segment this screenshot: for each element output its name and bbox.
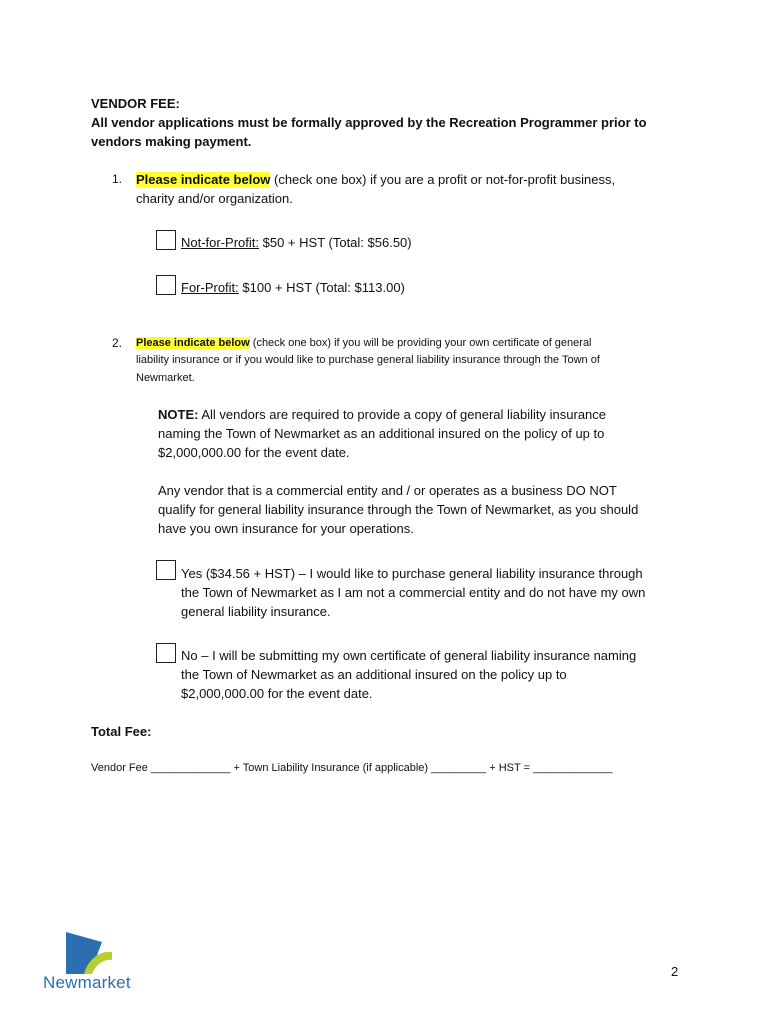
note-line3: $2,000,000.00 for the event date. xyxy=(158,445,350,460)
newmarket-logo xyxy=(40,928,140,992)
for-profit-checkbox[interactable] xyxy=(156,275,176,295)
question-1-text: (check one box) if you are a profit or not-for-profit business, xyxy=(270,172,616,187)
page-number: 2 xyxy=(671,964,679,979)
no-option-line2: the Town of Newmarket as an additional insured on the policy up to xyxy=(181,667,567,682)
no-option-line3: $2,000,000.00 for the event date. xyxy=(181,686,373,701)
not-for-profit-option xyxy=(181,233,412,252)
newmarket-logo-icon xyxy=(62,928,132,976)
for-profit-detail: $100 + HST (Total: $113.00) xyxy=(238,280,405,295)
vendor-fee-heading: VENDOR FEE: xyxy=(91,96,180,111)
total-fee-formula: Vendor Fee _____________ + Town Liability Insurance (if applicable) _________ + HST = _____________ xyxy=(91,762,613,774)
commercial-para-line3: have you own insurance for your operations. xyxy=(158,521,414,536)
question-1-number: 1. xyxy=(112,172,123,186)
commercial-para-line2: qualify for general liability insurance through the Town of Newmarket, as you should xyxy=(158,502,639,517)
note-line1 xyxy=(158,405,718,424)
vendor-fee-intro-line2: vendors making payment. xyxy=(91,134,252,149)
yes-insurance-checkbox[interactable] xyxy=(156,560,176,580)
note-text: All vendors are required to provide a copy of general liability insurance xyxy=(198,407,607,422)
question-2-line3: Newmarket. xyxy=(136,372,195,384)
yes-option-line3: general liability insurance. xyxy=(181,604,331,619)
question-2-number: 2. xyxy=(112,336,123,350)
question-1-line1 xyxy=(136,170,696,189)
yes-option-line2: the Town of Newmarket as I am not a commercial entity and do not have my own xyxy=(181,585,646,600)
not-for-profit-detail: $50 + HST (Total: $56.50) xyxy=(259,235,412,250)
for-profit-option xyxy=(181,278,405,297)
note-line2: naming the Town of Newmarket as an additional insured on the policy of up to xyxy=(158,426,605,441)
question-1-line2: charity and/or organization. xyxy=(136,191,293,206)
not-for-profit-label: Not-for-Profit: xyxy=(181,235,260,250)
question-2-text: (check one box) if you will be providing your own certificate of general xyxy=(249,337,592,349)
note-label: NOTE: xyxy=(158,407,199,422)
total-fee-heading: Total Fee: xyxy=(91,724,152,739)
not-for-profit-checkbox[interactable] xyxy=(156,230,176,250)
vendor-fee-intro-line1: All vendor applications must be formally approved by the Recreation Programmer prior to xyxy=(91,115,647,130)
newmarket-logo-text: Newmarket xyxy=(43,973,131,992)
for-profit-label: For-Profit: xyxy=(181,280,239,295)
question-1-highlight: Please indicate below xyxy=(136,172,271,187)
no-option-line1: No – I will be submitting my own certificate of general liability insurance naming xyxy=(181,648,637,663)
question-2-highlight: Please indicate below xyxy=(136,337,250,349)
question-2-line2: liability insurance or if you would like to purchase general liability insurance through the Town of xyxy=(136,354,600,366)
yes-option-line1: Yes ($34.56 + HST) – I would like to purchase general liability insurance through xyxy=(181,566,643,581)
question-2-line1 xyxy=(136,334,696,352)
commercial-para-line1: Any vendor that is a commercial entity and / or operates as a business DO NOT xyxy=(158,483,617,498)
no-insurance-checkbox[interactable] xyxy=(156,643,176,663)
